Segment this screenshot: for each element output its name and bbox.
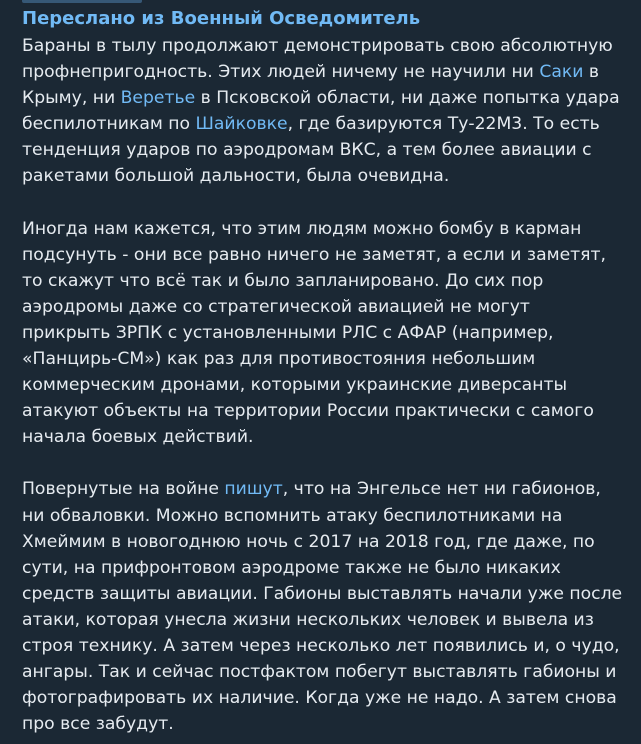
previous-message-edge	[22, 0, 142, 3]
paragraph-3-text-a: Повернутые на войне	[22, 479, 225, 500]
link-shaikovka[interactable]: Шайковке	[195, 114, 288, 135]
paragraph-1-text-a: Бараны в тылу продолжают демонстрировать свою абсолютную профнепригодность. Этих людей ничему не научили ни	[22, 36, 613, 83]
paragraph-1-text-b: в Крыму, ни	[22, 62, 600, 109]
paragraph-3	[22, 476, 623, 737]
link-pishut[interactable]: пишут	[224, 479, 283, 500]
paragraph-1-text-c: в Псковской области, ни даже попытка удара беспилотникам по	[22, 88, 620, 135]
forwarded-from-link[interactable]: Переслано из Военный Осведомитель	[22, 8, 421, 29]
paragraph-gap	[22, 190, 623, 216]
paragraph-2: Иногда нам кажется, что этим людям можно бомбу в карман подсунуть - они все равно ничего не заметят, а если и заметят, то скажут что всё так и было запланировано. До сих пор аэродромы даже со стратегической авиацией не могут прикрыть ЗРПК с установленными РЛС с АФАР (например, «Панцирь-СМ») как раз для противостояния небольшим коммерческим дронами, которыми украинские диверсанты атакуют объекты на территории России практически с самого начала боевых действий.	[22, 218, 606, 448]
paragraph-1-text-d: , где базируются Ту-22М3. То есть тенденция ударов по аэродромам ВКС, а тем более авиации с ракетами большой дальности, была очевидна.	[22, 114, 600, 187]
link-saki[interactable]: Саки	[539, 62, 584, 83]
paragraph-1	[22, 33, 623, 190]
paragraph-gap	[22, 450, 623, 476]
paragraph-3-text-b: , что на Энгельсе нет ни габионов, ни обваловки. Можно вспомнить атаку беспилотниками на Хмеймим в новогоднюю ночь с 2017 на 2018 год, где даже, по сути, на прифронтовом аэродроме также не было никаких средств защиты авиации. Габионы выставлять начали уже после атаки, которая унесла жизни нескольких человек и вывела из строя технику. А затем через несколько лет появились и, о чудо, ангары. Так и сейчас постфактом побегут выставлять габионы и фотографировать их наличие. Когда уже не надо. А затем снова про все забудут.	[22, 479, 623, 735]
link-verete[interactable]: Веретье	[120, 88, 196, 109]
